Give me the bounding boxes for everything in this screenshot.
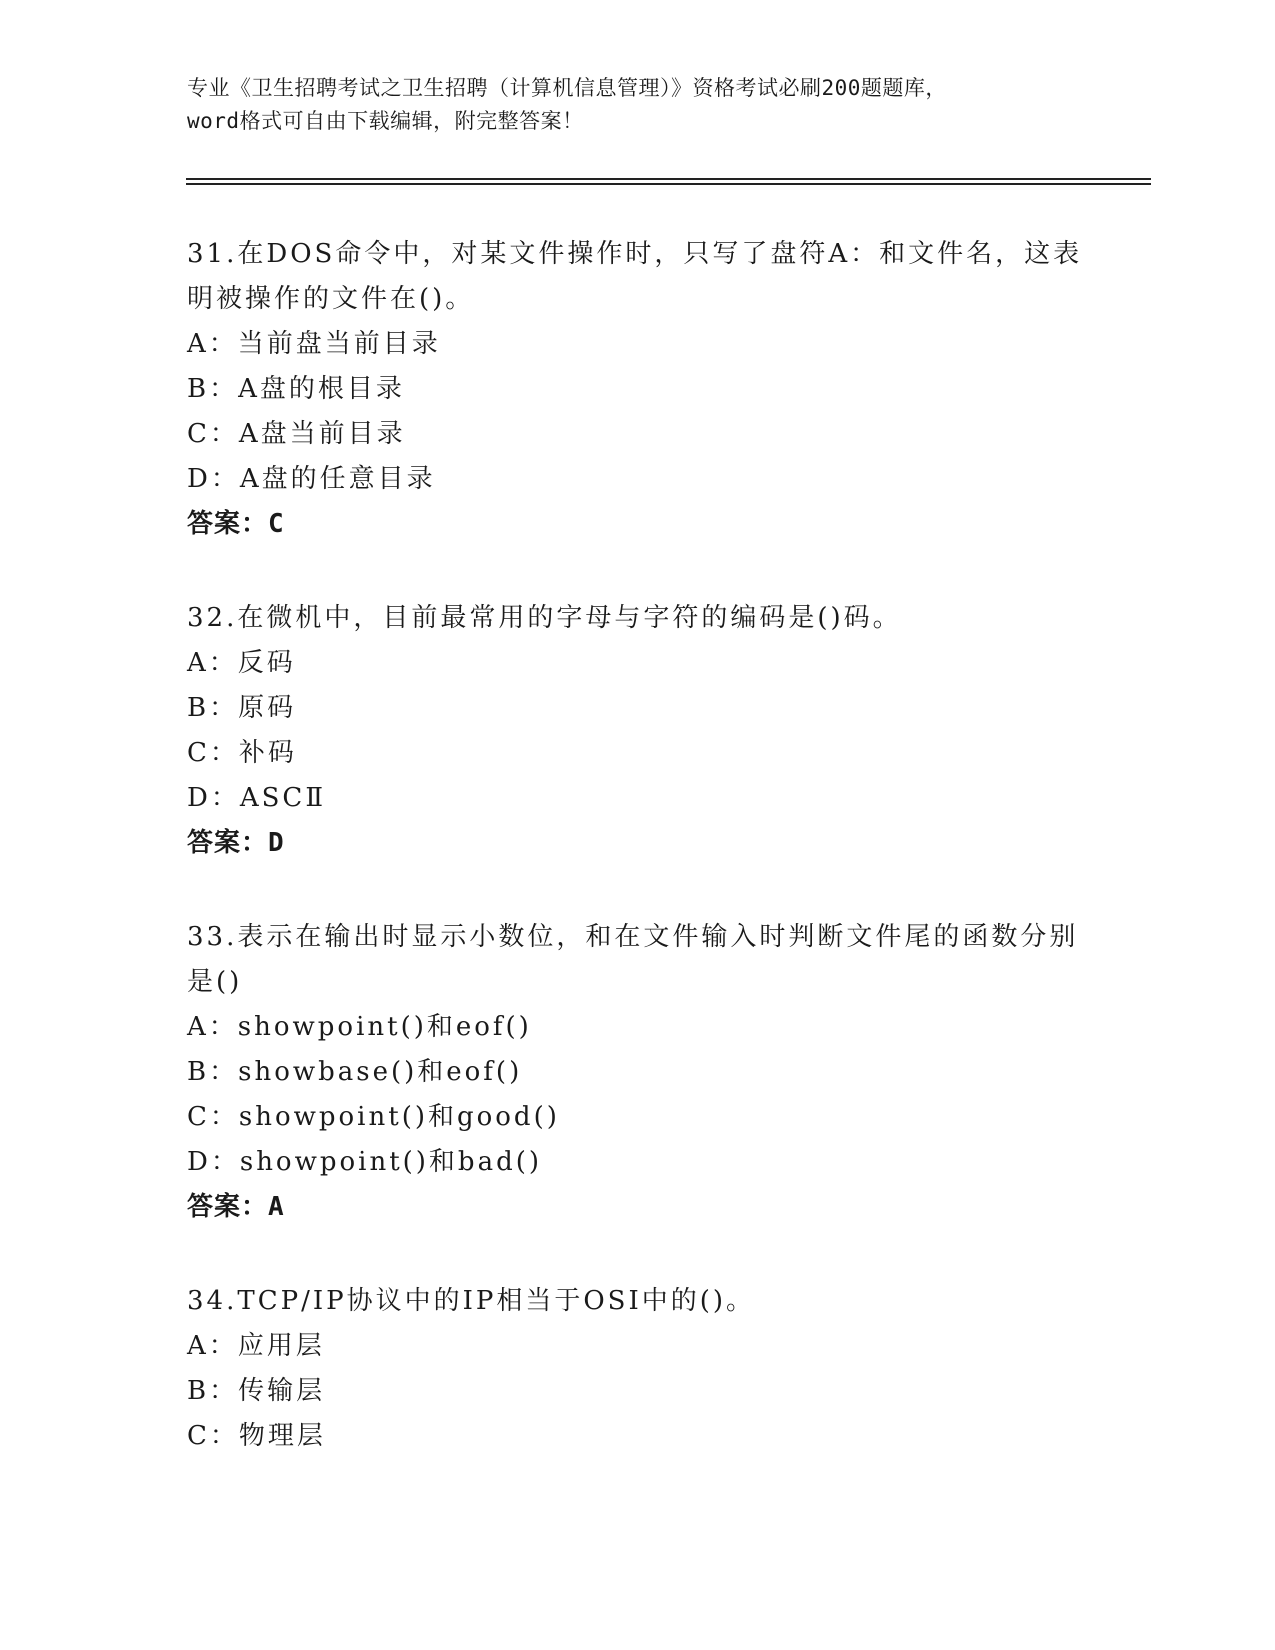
header-title-line-2: word格式可自由下载编辑，附完整答案！ [187, 109, 584, 133]
option-b: B：传输层 [187, 1376, 326, 1406]
option-b: B：原码 [187, 693, 297, 723]
option-c: C：补码 [187, 738, 297, 768]
question-text: 31.在DOS命令中，对某文件操作时，只写了盘符A：和文件名，这表 [187, 239, 1083, 269]
document-header [187, 72, 1087, 138]
question-text: 明被操作的文件在()。 [187, 284, 475, 314]
option-c: C：showpoint()和good() [187, 1102, 560, 1132]
answer-line: 答案：C [187, 509, 285, 539]
question-32 [187, 596, 1087, 866]
option-b: B：showbase()和eof() [187, 1057, 523, 1087]
header-title-line-1: 专业《卫生招聘考试之卫生招聘（计算机信息管理）》资格考试必刷200题题库， [187, 76, 947, 100]
question-text: 是() [187, 967, 243, 997]
option-a: A：showpoint()和eof() [187, 1012, 532, 1042]
option-a: A：反码 [187, 648, 296, 678]
option-a: A：当前盘当前目录 [187, 329, 441, 359]
question-text: 34.TCP/IP协议中的IP相当于OSI中的()。 [187, 1286, 756, 1316]
question-34 [187, 1279, 1087, 1459]
option-d: D：showpoint()和bad() [187, 1147, 543, 1177]
question-33 [187, 915, 1087, 1230]
header-divider-top [186, 178, 1151, 180]
question-31 [187, 232, 1087, 547]
option-a: A：应用层 [187, 1331, 325, 1361]
question-text: 33.表示在输出时显示小数位，和在文件输入时判断文件尾的函数分别 [187, 922, 1079, 952]
option-b: B：A盘的根目录 [187, 374, 405, 404]
answer-line: 答案：D [187, 828, 285, 858]
answer-line: 答案：A [187, 1192, 285, 1222]
option-c: C：A盘当前目录 [187, 419, 406, 449]
option-d: D：A盘的任意目录 [187, 464, 436, 494]
option-d: D：ASCⅡ [187, 783, 326, 813]
option-c: C：物理层 [187, 1421, 326, 1451]
question-text: 32.在微机中，目前最常用的字母与字符的编码是()码。 [187, 603, 902, 633]
question-list [187, 232, 1087, 1508]
header-divider-bottom [186, 183, 1151, 185]
